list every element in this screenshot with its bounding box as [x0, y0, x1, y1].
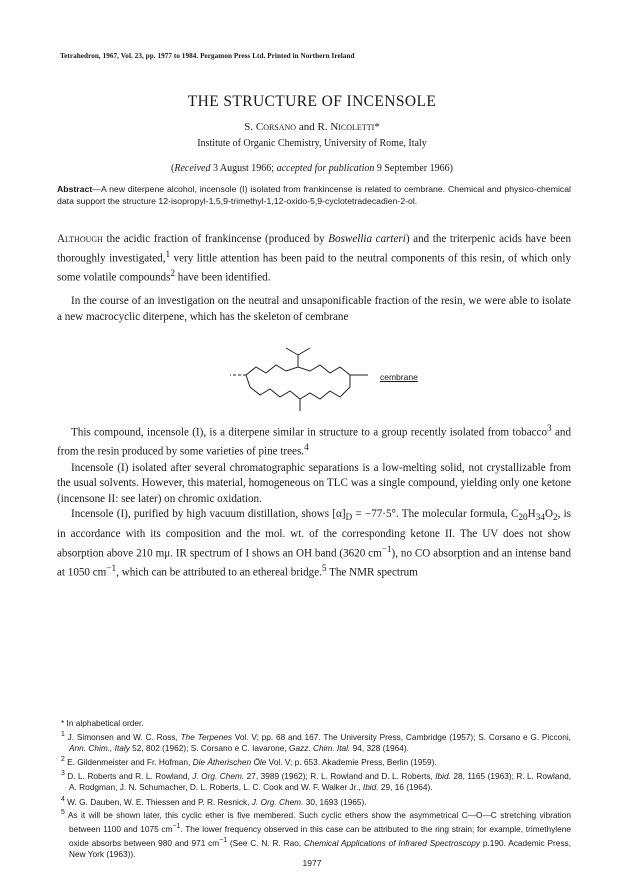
author-nicoletti: R. Nicoletti*	[317, 121, 380, 133]
abstract-text: —A new diterpene alcohol, incensole (I) isolated from frankincense is related to cembrane. Chemical and physico-chemical data support the structure 12-isopropyl-1,5,9-trimethyl-1,12-oxido-5,9-cyclotetradecadien-2-ol.	[57, 184, 571, 207]
page-number: 1977	[302, 858, 322, 868]
ref-1: 1	[165, 249, 171, 260]
footnote-2: $^2$ E. Gildenmeister and Fr. Hofman, Die Ätherischen Öle Vol. V; p. 653. Akademie Press, Berlin (1959).	[61, 756, 437, 768]
footnote-3: $^3$ D. L. Roberts and R. L. Rowland, J. Org. Chem. 27, 3989 (1962); R. L. Rowland and D. L. Roberts, Ibid. 28, 1165 (1963); R. L. Rowland, A. Rodgman, J. N. Schumacher, D. L. Roberts, L. C. Cook and W. F. Walker Jr., Ibid. 29, 16 (1964).	[61, 770, 572, 793]
accepted-date: 9 September 1966	[374, 163, 450, 174]
ref-5: 5	[321, 564, 327, 575]
author-corsano: S. Corsano	[244, 121, 297, 133]
ref-4: 4	[304, 443, 309, 454]
species-name: Boswellia carteri	[328, 233, 406, 245]
received-date: 3 August 1966;	[210, 163, 277, 174]
paragraphs-3-5	[57, 422, 571, 581]
received-dates: (Received 3 August 1966; accepted for publication 9 September 1966)	[171, 163, 453, 174]
isopropyl-left-bond	[286, 348, 298, 355]
ring-upper-bonds	[246, 365, 350, 375]
article-title: THE STRUCTURE OF INCENSOLE	[187, 93, 437, 110]
footnote-5: $^5$ As it will be shown later, this cyclic ether is five membered. Such cyclic ethers show the asymmetrical C—O—C stretching vibration between 1100 and 1075 $cm^{-1}$. The lower frequency observed in this case can be attributed to the ring strain; for example, trimethylene oxide absorbs between 980 and 971 $cm^{-1}$ (See C. N. R. Rao, Chemical Applications of Infrared Spectroscopy p.190. Academic Press, New York (1963)).	[61, 809, 572, 860]
authors	[0, 121, 624, 133]
accepted-label: accepted for publication	[276, 163, 375, 174]
paragraph-lead: Although	[57, 233, 103, 245]
paragraph-5: Incensole (I), purified by high vacuum distillation, shows $[\alpha]_D = -77\cdot 5^\circ$. The molecular formula, $C_{20}H_{34}O_2$, is in accordance with its composition and the mol. wt. of the corresponding ketone II. The UV does not show absorption above 210 mμ. IR spectrum of I shows an OH band (3620 $cm^{-1}$), no CO absorption and an intense band at 1050 $cm^{-1}$, which can be attributed to an ethereal bridge.$^5$ The NMR spectrum	[57, 508, 571, 579]
ref-3: 3	[547, 424, 552, 434]
running-head: Tetrahedron, 1967, Vol. 23, pp. 1977 to 1984. Pergamon Press Ltd. Printed in Northern Ireland	[60, 52, 355, 60]
paragraph-4: Incensole (I) isolated after several chromatographic separations is a low-melting solid, not crystallizable from the usual solvents. However, this material, homogeneous on TLC was a single compound, yielding only one ketone (incensone II: see later) on chromic oxidation.	[57, 461, 571, 505]
footnote-1: $^1$ J. Simonsen and W. C. Ross, The Terpenes Vol. V; pp. 68 and 167. The University Press, Cambridge (1957); S. Corsano e G. Picconi, Ann. Chim., Italy 52, 802 (1962); S. Corsano e C. Iavarone, Gazz. Chim. Ital. 94, 328 (1964).	[61, 731, 571, 754]
paragraph-2: In the course of an investigation on the neutral and unsaponificable fraction of the resin, we were able to isolate a new macrocyclic diterpene, which has the skeleton of cembrane	[57, 295, 571, 323]
authors-and: and	[298, 121, 315, 133]
footnotes	[57, 718, 571, 861]
footnote-4: $^4$ W. G. Dauben, W. E. Thiessen and P. R. Resnick, J. Org. Chem. 30, 1693 (1965).	[61, 795, 367, 807]
paragraph-1: Although the acidic fraction of frankincense (produced by Boswellia carteri) and the triterpenic acids have been thoroughly investigated,$^1$ very little attention has been paid to the neutral components of this resin, of which only some volatile compounds$^2$ have been identified.	[57, 233, 571, 284]
received-label: Received	[174, 163, 211, 174]
isopropyl-right-bond	[298, 348, 310, 355]
paragraph-3: This compound, incensole (I), is a diterpene similar in structure to a group recently isolated from tobacco$^3$ and from the resin produced by some varieties of pine trees.$^4$	[57, 424, 571, 458]
ref-2: 2	[170, 268, 176, 279]
affiliation: Institute of Organic Chemistry, University of Rome, Italy	[197, 138, 427, 149]
abstract-label: Abstract	[57, 184, 93, 194]
ring-lower-bonds	[246, 375, 350, 399]
cembrane-label: cembrane	[380, 372, 418, 382]
abstract	[57, 183, 571, 208]
footnote-star: * In alphabetical order.	[61, 718, 144, 728]
